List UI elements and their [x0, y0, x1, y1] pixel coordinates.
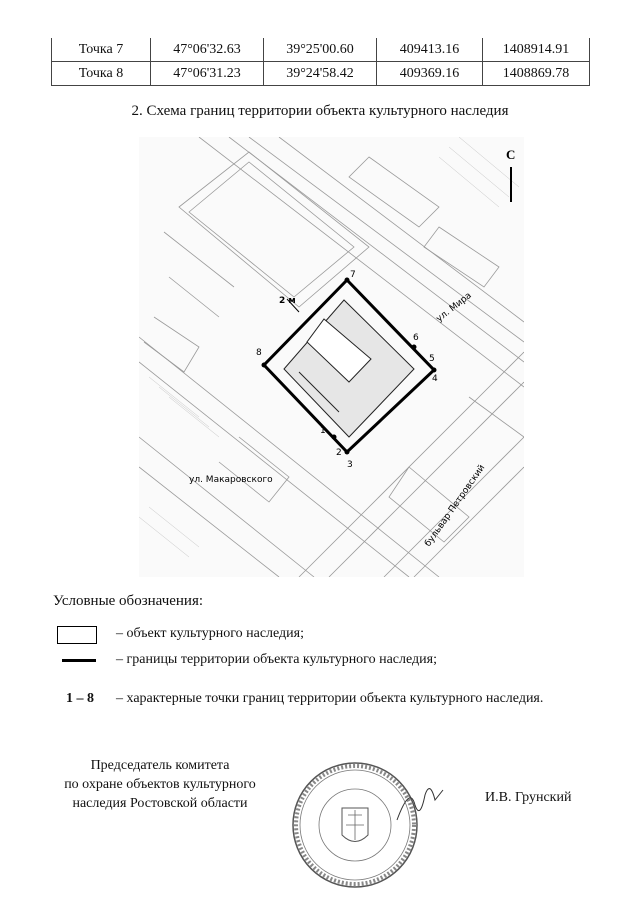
- street-label-makarovskogo: ул. Макаровского: [189, 475, 273, 485]
- legend-title: Условные обозначения:: [53, 593, 204, 609]
- boundary-map: [139, 137, 524, 577]
- point-label: 5: [429, 354, 435, 364]
- table-cell: 1408914.91: [483, 38, 590, 62]
- legend-object-symbol: [57, 626, 97, 644]
- table-cell: 47°06'31.23: [151, 62, 264, 86]
- legend-item-text: – характерные точки границ территории объекта культурного наследия.: [116, 691, 544, 706]
- street-label-petrovsky: бульвар Петровский: [423, 463, 488, 549]
- legend-item-text: – границы территории объекта культурного наследия;: [116, 652, 437, 667]
- table-cell: 409369.16: [377, 62, 483, 86]
- legend-points-symbol: 1 – 8: [66, 691, 94, 706]
- signatory-name: И.В. Грунский: [485, 790, 572, 805]
- point-label: 4: [432, 374, 438, 384]
- point-label: 2: [336, 448, 342, 458]
- table-cell: 47°06'32.63: [151, 38, 264, 62]
- point-label: 7: [350, 270, 356, 280]
- north-label: С: [506, 147, 516, 162]
- point-label: 1: [320, 426, 326, 436]
- point-label: 3: [347, 460, 353, 470]
- coordinates-table: [51, 38, 590, 86]
- legend-boundary-symbol: [62, 659, 96, 662]
- table-row: [52, 38, 590, 62]
- point-label: 8: [256, 348, 262, 358]
- legend-item-text: – объект культурного наследия;: [116, 626, 304, 641]
- signature-line: по охране объектов культурного: [64, 777, 256, 792]
- point-label: 6: [413, 333, 419, 343]
- handwritten-signature: [395, 780, 445, 825]
- signature-title: [50, 756, 270, 813]
- table-cell: 39°24'58.42: [264, 62, 377, 86]
- distance-label: 2 м: [279, 296, 296, 306]
- section-caption: 2. Схема границ территории объекта культурного наследия: [131, 103, 509, 119]
- table-cell: Точка 7: [52, 38, 151, 62]
- signature-line: наследия Ростовской области: [72, 796, 248, 811]
- table-cell: 39°25'00.60: [264, 38, 377, 62]
- signature-line: Председатель комитета: [90, 758, 230, 773]
- table-row: [52, 62, 590, 86]
- table-cell: 409413.16: [377, 38, 483, 62]
- street-label-mira: ул. Мира: [434, 290, 474, 325]
- table-cell: Точка 8: [52, 62, 151, 86]
- table-cell: 1408869.78: [483, 62, 590, 86]
